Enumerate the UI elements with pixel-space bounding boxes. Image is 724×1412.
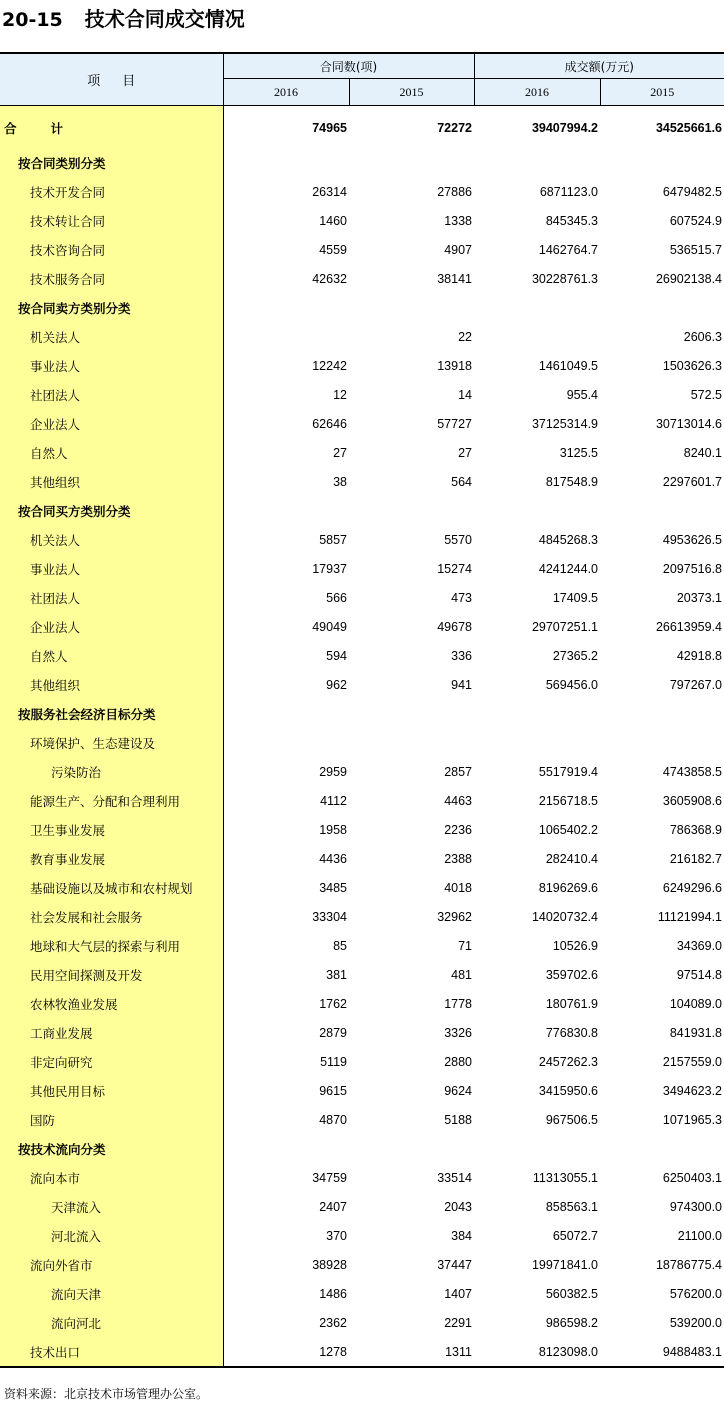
table-row: [0, 351, 724, 380]
cell-value-2015: 841931.8: [669, 1025, 722, 1040]
table-row: [0, 815, 724, 844]
cell-count-2015: 481: [451, 967, 472, 982]
cell-value-2015: 786368.9: [669, 822, 722, 837]
cell-count-2016: [223, 728, 349, 757]
cell-value-2015: 34369.0: [676, 938, 722, 953]
cell-count-2016: 5119: [320, 1054, 347, 1069]
cell-count-2015: 2043: [444, 1199, 472, 1214]
cell-count-2015: 1407: [444, 1286, 472, 1301]
cell-value-2016: 11313055.1: [532, 1170, 598, 1185]
data-table: [0, 52, 724, 1368]
row-label: 其他民用目标: [0, 1076, 223, 1105]
row-label: 社团法人: [0, 380, 223, 409]
table-header: [0, 53, 724, 106]
cell-count-2015: 4463: [444, 793, 472, 808]
table-row: [0, 1192, 724, 1221]
row-label: 技术出口: [0, 1337, 223, 1367]
cell-value-2015: 3494623.2: [662, 1083, 722, 1098]
table-row: [0, 438, 724, 467]
cell-count-2016: 962: [326, 677, 347, 692]
cell-count-2015: 4018: [444, 880, 472, 895]
table-row: [0, 960, 724, 989]
row-label: 按合同类别分类: [0, 148, 223, 177]
cell-value-2016: 776830.8: [545, 1025, 598, 1040]
cell-count-2016: 594: [326, 648, 347, 663]
row-label: 社团法人: [0, 583, 223, 612]
row-label: 自然人: [0, 438, 223, 467]
cell-count-2016: 17937: [312, 561, 347, 576]
cell-count-2015: 9624: [444, 1083, 472, 1098]
table-row: [0, 467, 724, 496]
table-number: 20-15: [2, 9, 63, 31]
cell-value-2015: 30713014.6: [655, 416, 722, 431]
row-label: 流向外省市: [0, 1250, 223, 1279]
cell-value-2016: 359702.6: [545, 967, 598, 982]
table-row: [0, 844, 724, 873]
cell-count-2016: [223, 699, 349, 728]
cell-value-2016: 2156718.5: [538, 793, 598, 808]
table-row: [0, 1337, 724, 1367]
table-row: [0, 612, 724, 641]
cell-count-2015: 5570: [444, 532, 472, 547]
row-label: 技术服务合同: [0, 264, 223, 293]
cell-count-2016: 370: [326, 1228, 347, 1243]
cell-value-2015: 42918.8: [676, 648, 722, 663]
cell-count-2016: [223, 1134, 349, 1163]
cell-value-2015: 2297601.7: [662, 474, 722, 489]
header-transaction-value: 成交额(万元): [474, 53, 724, 79]
table-row: [0, 931, 724, 960]
table-row: [0, 728, 724, 757]
cell-count-2016: 2879: [319, 1025, 347, 1040]
cell-value-2015: 21100.0: [677, 1228, 722, 1243]
cell-value-2016: 27365.2: [552, 648, 598, 663]
cell-count-2015: 3326: [444, 1025, 472, 1040]
cell-count-2015: 22: [458, 329, 472, 344]
cell-count-2016: 1278: [223, 1337, 349, 1367]
cell-count-2016: 12242: [312, 358, 347, 373]
cell-value-2016: [474, 148, 600, 177]
cell-value-2015: 6479482.5: [662, 184, 722, 199]
category-row: [0, 699, 724, 728]
table-row: [0, 235, 724, 264]
row-label: 流向河北: [0, 1308, 223, 1337]
total-row: [0, 106, 724, 149]
table-row: [0, 525, 724, 554]
table-row: [0, 1279, 724, 1308]
cell-count-2015: 15274: [437, 561, 472, 576]
cell-value-2016: 3415950.6: [538, 1083, 598, 1098]
table-row: [0, 757, 724, 786]
cell-value-2015: 4743858.5: [662, 764, 722, 779]
cell-value-2016: 6871123.0: [539, 184, 598, 199]
cell-count-2016: 34759: [312, 1170, 347, 1185]
category-row: [0, 496, 724, 525]
table-row: [0, 1250, 724, 1279]
row-label: 事业法人: [0, 351, 223, 380]
cell-value-2015: 104089.0: [669, 996, 722, 1011]
table-title: [2, 4, 245, 34]
cell-count-2016: 38: [333, 474, 347, 489]
cell-value-2015: 8240.1: [683, 445, 722, 460]
cell-count-2016: 74965: [312, 121, 347, 135]
cell-count-2015: 71: [458, 938, 472, 953]
cell-value-2015: 4953626.5: [662, 532, 722, 547]
cell-count-2016: 381: [326, 967, 347, 982]
row-label: 流向天津: [0, 1279, 223, 1308]
cell-value-2016: 4845268.3: [538, 532, 598, 547]
cell-value-2015: 216182.7: [669, 851, 722, 866]
table-row: [0, 409, 724, 438]
cell-value-2016: 29707251.1: [531, 619, 598, 634]
row-label: 污染防治: [0, 757, 223, 786]
cell-count-2015: 2291: [444, 1315, 472, 1330]
cell-value-2016: 5517919.4: [538, 764, 598, 779]
table-row: [0, 641, 724, 670]
row-label: 技术开发合同: [0, 177, 223, 206]
cell-value-2016: 282410.4: [545, 851, 598, 866]
cell-count-2016: 4436: [319, 851, 347, 866]
cell-value-2015: [600, 1134, 724, 1163]
cell-count-2016: 85: [333, 938, 347, 953]
cell-count-2015: [349, 728, 474, 757]
cell-count-2015: 33514: [437, 1170, 472, 1185]
row-label: 天津流入: [0, 1192, 223, 1221]
cell-value-2015: 2097516.8: [662, 561, 722, 576]
table-row: [0, 1076, 724, 1105]
cell-value-2016: 17409.5: [552, 590, 598, 605]
cell-count-2015: 2236: [444, 822, 472, 837]
table-body: [0, 106, 724, 1368]
cell-count-2015: 1778: [444, 996, 472, 1011]
cell-count-2015: 72272: [437, 121, 472, 135]
cell-count-2016: 26314: [312, 184, 347, 199]
cell-value-2015: 97514.8: [676, 967, 722, 982]
cell-value-2016: 65072.7: [552, 1228, 598, 1243]
cell-count-2015: 13918: [437, 358, 472, 373]
cell-value-2015: 607524.9: [669, 213, 722, 228]
cell-value-2016: 1065402.2: [538, 822, 598, 837]
cell-count-2016: 4559: [319, 242, 347, 257]
cell-value-2015: 2606.3: [683, 329, 722, 344]
table-row: [0, 322, 724, 351]
table-row: [0, 554, 724, 583]
cell-count-2016: 5857: [319, 532, 347, 547]
cell-value-2015: 1503626.3: [662, 358, 722, 373]
table-row: [0, 177, 724, 206]
cell-count-2016: 1460: [319, 213, 347, 228]
cell-value-2016: [474, 496, 600, 525]
row-label: 事业法人: [0, 554, 223, 583]
row-label: 流向本市: [0, 1163, 223, 1192]
year-header: 2016: [223, 79, 349, 106]
cell-count-2016: 38928: [312, 1257, 347, 1272]
cell-count-2015: 5188: [444, 1112, 472, 1127]
row-label: 能源生产、分配和合理利用: [0, 786, 223, 815]
row-label: 按合同买方类别分类: [0, 496, 223, 525]
cell-count-2015: 336: [451, 648, 472, 663]
row-label: 教育事业发展: [0, 844, 223, 873]
cell-count-2015: 941: [451, 677, 472, 692]
cell-value-2015: [600, 699, 724, 728]
cell-count-2015: 1338: [444, 213, 472, 228]
row-label: 社会发展和社会服务: [0, 902, 223, 931]
cell-value-2016: 37125314.9: [531, 416, 598, 431]
table-row: [0, 1221, 724, 1250]
cell-value-2016: 3125.5: [559, 445, 598, 460]
table-row: [0, 786, 724, 815]
header-contract-count: 合同数(项): [223, 53, 474, 79]
cell-value-2015: 26902138.4: [655, 271, 722, 286]
row-label: 国防: [0, 1105, 223, 1134]
cell-count-2015: 384: [451, 1228, 472, 1243]
table-row: [0, 1308, 724, 1337]
cell-count-2016: 2959: [319, 764, 347, 779]
row-label: 企业法人: [0, 612, 223, 641]
cell-count-2016: [223, 496, 349, 525]
cell-value-2016: 986598.2: [545, 1315, 598, 1330]
cell-value-2016: 845345.3: [545, 213, 598, 228]
row-label: 按服务社会经济目标分类: [0, 699, 223, 728]
category-row: [0, 1134, 724, 1163]
row-label: 其他组织: [0, 467, 223, 496]
row-label: 基础设施以及城市和农村规划: [0, 873, 223, 902]
table-row: [0, 670, 724, 699]
cell-value-2016: 1462764.7: [538, 242, 598, 257]
row-label: 技术转让合同: [0, 206, 223, 235]
source-note: 资料来源：北京技术市场管理办公室。: [4, 1387, 209, 1401]
cell-value-2016: 14020732.4: [531, 909, 598, 924]
cell-count-2015: 2880: [444, 1054, 472, 1069]
cell-value-2016: 955.4: [566, 387, 598, 402]
stub-header: 项 目: [0, 53, 223, 106]
cell-count-2015: 49678: [437, 619, 472, 634]
cell-value-2016: [474, 322, 600, 351]
table-row: [0, 1018, 724, 1047]
cell-value-2016: 569456.0: [545, 677, 598, 692]
cell-value-2016: 967506.5: [545, 1112, 598, 1127]
cell-count-2016: 3485: [319, 880, 347, 895]
row-label: 按技术流向分类: [0, 1134, 223, 1163]
cell-value-2015: 18786775.4: [655, 1257, 722, 1272]
cell-value-2016: [474, 293, 600, 322]
cell-count-2015: 32962: [437, 909, 472, 924]
cell-value-2015: 797267.0: [669, 677, 722, 692]
cell-count-2016: 1486: [319, 1286, 347, 1301]
cell-count-2015: 4907: [444, 242, 472, 257]
cell-count-2016: [223, 148, 349, 177]
row-label: 按合同卖方类别分类: [0, 293, 223, 322]
row-label: 其他组织: [0, 670, 223, 699]
cell-value-2016: 1461049.5: [538, 358, 598, 373]
cell-value-2016: 560382.5: [545, 1286, 598, 1301]
cell-value-2015: [600, 496, 724, 525]
table-row: [0, 873, 724, 902]
cell-value-2015: 536515.7: [669, 242, 722, 257]
table-row: [0, 380, 724, 409]
row-label: 企业法人: [0, 409, 223, 438]
row-label: 河北流入: [0, 1221, 223, 1250]
cell-count-2016: 1762: [319, 996, 347, 1011]
cell-value-2016: [474, 1134, 600, 1163]
cell-value-2015: 6249296.6: [662, 880, 722, 895]
cell-count-2015: [349, 699, 474, 728]
cell-value-2015: 11121994.1: [657, 909, 722, 924]
row-label: 机关法人: [0, 525, 223, 554]
table-row: [0, 1047, 724, 1076]
cell-count-2016: 4112: [320, 793, 347, 808]
cell-count-2016: 42632: [312, 271, 347, 286]
cell-value-2016: 8196269.6: [538, 880, 598, 895]
cell-value-2016: 858563.1: [545, 1199, 598, 1214]
row-label: 环境保护、生态建设及: [0, 728, 223, 757]
row-label: 自然人: [0, 641, 223, 670]
cell-count-2015: 2388: [444, 851, 472, 866]
cell-count-2015: 564: [451, 474, 472, 489]
cell-value-2016: 4241244.0: [538, 561, 598, 576]
cell-count-2015: 14: [458, 387, 472, 402]
cell-count-2015: 27886: [437, 184, 472, 199]
table-row: [0, 989, 724, 1018]
cell-value-2015: [600, 293, 724, 322]
year-header: 2015: [600, 79, 724, 106]
cell-count-2016: 4870: [319, 1112, 347, 1127]
cell-value-2015: 576200.0: [669, 1286, 722, 1301]
cell-count-2016: 566: [326, 590, 347, 605]
cell-value-2015: 20373.1: [676, 590, 722, 605]
cell-value-2015: 974300.0: [669, 1199, 722, 1214]
cell-value-2016: 817548.9: [545, 474, 598, 489]
cell-value-2015: 539200.0: [669, 1315, 722, 1330]
year-header: 2015: [349, 79, 474, 106]
cell-value-2016: 30228761.3: [531, 271, 598, 286]
cell-count-2015: [349, 293, 474, 322]
table-title-text: 技术合同成交情况: [84, 7, 245, 31]
table-row: [0, 1105, 724, 1134]
cell-count-2015: 27: [458, 445, 472, 460]
table-row: [0, 583, 724, 612]
cell-value-2015: 1071965.3: [662, 1112, 722, 1127]
cell-count-2015: 37447: [437, 1257, 472, 1272]
cell-count-2016: 49049: [312, 619, 347, 634]
cell-count-2015: 1311: [349, 1337, 474, 1367]
cell-value-2015: 3605908.6: [662, 793, 722, 808]
cell-count-2016: 2407: [319, 1199, 347, 1214]
row-label: 地球和大气层的探索与利用: [0, 931, 223, 960]
cell-value-2016: 2457262.3: [538, 1054, 598, 1069]
cell-count-2015: 473: [451, 590, 472, 605]
row-label: 民用空间探测及开发: [0, 960, 223, 989]
cell-value-2015: 34525661.6: [655, 121, 722, 135]
cell-count-2016: 12: [333, 387, 347, 402]
cell-count-2016: [223, 293, 349, 322]
cell-value-2015: [600, 148, 724, 177]
table-row: [0, 1163, 724, 1192]
table-row: [0, 206, 724, 235]
cell-value-2015: 6250403.1: [662, 1170, 722, 1185]
cell-count-2016: 2362: [319, 1315, 347, 1330]
cell-value-2015: 572.5: [690, 387, 722, 402]
cell-value-2015: 2157559.0: [662, 1054, 722, 1069]
table-row: [0, 902, 724, 931]
row-label: 机关法人: [0, 322, 223, 351]
row-label: 技术咨询合同: [0, 235, 223, 264]
table-row: [0, 264, 724, 293]
row-label: 农林牧渔业发展: [0, 989, 223, 1018]
category-row: [0, 293, 724, 322]
cell-count-2016: [223, 322, 349, 351]
cell-count-2015: 57727: [437, 416, 472, 431]
cell-value-2015: 9488483.1: [600, 1337, 724, 1367]
cell-value-2016: 8123098.0: [474, 1337, 600, 1367]
cell-count-2015: 38141: [437, 271, 472, 286]
cell-count-2015: [349, 148, 474, 177]
row-label: 工商业发展: [0, 1018, 223, 1047]
cell-value-2016: 10526.9: [552, 938, 598, 953]
cell-value-2016: 180761.9: [545, 996, 598, 1011]
row-label: 非定向研究: [0, 1047, 223, 1076]
cell-count-2015: [349, 496, 474, 525]
cell-value-2016: [474, 699, 600, 728]
cell-count-2016: 33304: [312, 909, 347, 924]
cell-value-2016: [474, 728, 600, 757]
cell-count-2015: [349, 1134, 474, 1163]
cell-value-2015: 26613959.4: [655, 619, 722, 634]
year-header: 2016: [474, 79, 600, 106]
cell-count-2016: 9615: [319, 1083, 347, 1098]
category-row: [0, 148, 724, 177]
row-label: 卫生事业发展: [0, 815, 223, 844]
cell-count-2016: 1958: [319, 822, 347, 837]
cell-value-2015: [600, 728, 724, 757]
row-label: 合 计: [0, 106, 223, 149]
cell-count-2016: 27: [333, 445, 347, 460]
cell-value-2016: 39407994.2: [531, 121, 598, 135]
cell-count-2015: 2857: [444, 764, 472, 779]
cell-count-2016: 62646: [312, 416, 347, 431]
cell-value-2016: 19971841.0: [531, 1257, 598, 1272]
